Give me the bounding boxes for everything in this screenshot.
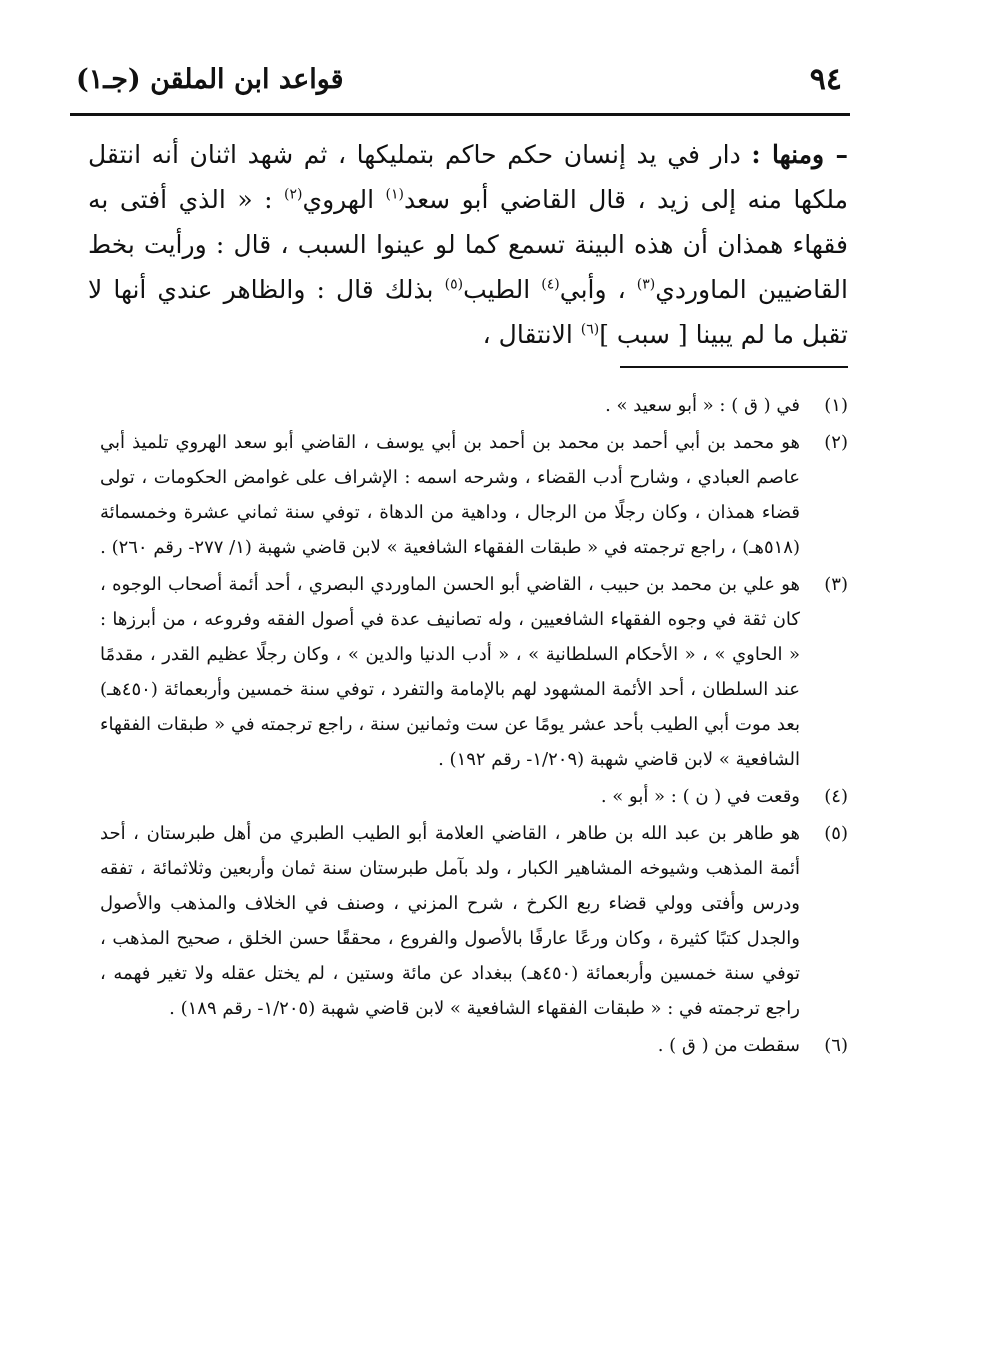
footnote-separator [620, 366, 848, 368]
footnotes [100, 388, 848, 1065]
footnote-ref-6[interactable]: (٦) [580, 321, 600, 338]
footnote-text: وقعت في ( ن ) : « أبو » . [600, 786, 800, 807]
footnote-text: هو طاهر بن عبد الله بن طاهر ، القاضي العلامة أبو الطيب الطبري من أهل طبرستان ، أحد أئمة المذهب وشيوخه المشاهير الكبار ، ولد بآمل طبرستان سنة ثمان وأربعين وثلاثمائة ، تفقه ودرس وأفتى وولي قضاء ربع الكرخ ، شرح المزني ، وصنف في الخلاف والمذهب والأصول والجدل كتبًا كثيرة ، وكان ورعًا عارفًا بالأصول والفروع ، محققًا حسن الخلق ، صحيح المذهب ، توفي سنة خمسين وأربعمائة (٤٥٠هـ) ببغداد عن مائة وستين ، لم يختل عقله ولا تغير فهمه ، راجع ترجمته في : « طبقات الفقهاء الشافعية » لابن قاضي شهبة (١/٢٠٥- رقم ١٨٩) . [100, 823, 801, 1019]
main-text [88, 132, 848, 357]
main-text-segment: بذلك قال : والظاهر عندي أنها لا تقبل ما لم يبينا [ سبب ] [88, 275, 848, 349]
main-text-segment: : « الذي أفتى به فقهاء همذان أن هذه البينة تسمع كما لو عينوا السبب ، قال : ورأيت بخط القاضيين الماوردي [88, 185, 848, 304]
main-text-segment: الهروي [302, 185, 386, 214]
page-header [68, 58, 850, 104]
footnote-item [100, 567, 848, 777]
header-rule [70, 113, 850, 116]
main-text-segment: الانتقال ، [482, 320, 581, 349]
footnote-text: هو علي بن محمد بن حبيب ، القاضي أبو الحسن الماوردي البصري ، أحد أئمة أصحاب الوجوه ، كان ثقة في وجوه الفقهاء الشافعيين ، وله تصانيف عدة في أصول الفقه وفروعه ، من أبرزها : « الحاوي » ، « الأحكام السلطانية » ، « أدب الدنيا والدين » ، وكان رجلًا عظيم القدر ، مقدمًا عند السلطان ، أحد الأئمة المشهود لهم بالإمامة والتفرد ، توفي سنة خمسين وأربعمائة (٤٥٠هـ) بعد موت أبي الطيب بأحد عشر يومًا عن ست وثمانين سنة ، راجع ترجمته في « طبقات الفقهاء الشافعية » لابن قاضي شهبة (١/٢٠٩- رقم ١٩٢) . [100, 574, 801, 770]
footnote-text: سقطت من ( ق ) . [657, 1035, 800, 1056]
footnote-number: (٢) [824, 432, 848, 453]
main-text-segment: ، وأبي [559, 275, 637, 304]
main-text-segment: دار في يد إنسان حكم حاكم بتمليكها ، ثم شهد اثنان أنه انتقل ملكها منه إلى زيد ، قال القاضي أبو سعد [88, 140, 848, 214]
footnote-item [100, 1028, 848, 1063]
footnote-ref-3[interactable]: (٣) [636, 276, 656, 293]
footnote-item [100, 388, 848, 423]
main-text-segment: الطيب [463, 275, 542, 304]
footnote-number: (١) [824, 395, 848, 416]
footnote-text: هو محمد بن أبي أحمد بن محمد بن أحمد بن أبي يوسف ، القاضي أبو سعد الهروي تلميذ أبي عاصم العبادي ، وشارح أدب القضاء ، وشرحه اسمه : الإشراف على غوامض الحكومات ، تولى قضاء همذان ، وكان رجلًا من الرجال ، وداهية من الدهاة ، توفي سنة ثماني عشرة وخمسمائة (٥١٨هـ) ، راجع ترجمته في « طبقات الفقهاء الشافعية » لابن قاضي شهبة (١/ ٢٧٧- رقم ٢٦٠) . [100, 432, 800, 558]
page-number: ٩٤ [809, 62, 842, 97]
footnote-item [100, 425, 848, 565]
footnote-ref-2[interactable]: (٢) [284, 186, 303, 203]
footnote-text: في ( ق ) : « أبو سعيد » . [605, 395, 800, 416]
footnote-ref-5[interactable]: (٥) [444, 276, 464, 293]
section-lead: – ومنها : [751, 140, 848, 169]
footnote-number: (٤) [824, 786, 848, 807]
footnote-number: (٣) [824, 574, 848, 595]
footnote-number: (٦) [824, 1035, 848, 1056]
footnote-number: (٥) [824, 823, 848, 844]
footnote-ref-1[interactable]: (١) [385, 186, 404, 203]
running-title: قواعد ابن الملقن (جـ١) [76, 64, 344, 95]
footnote-item [100, 779, 848, 814]
footnote-item [100, 816, 848, 1026]
footnote-ref-4[interactable]: (٤) [541, 276, 560, 293]
